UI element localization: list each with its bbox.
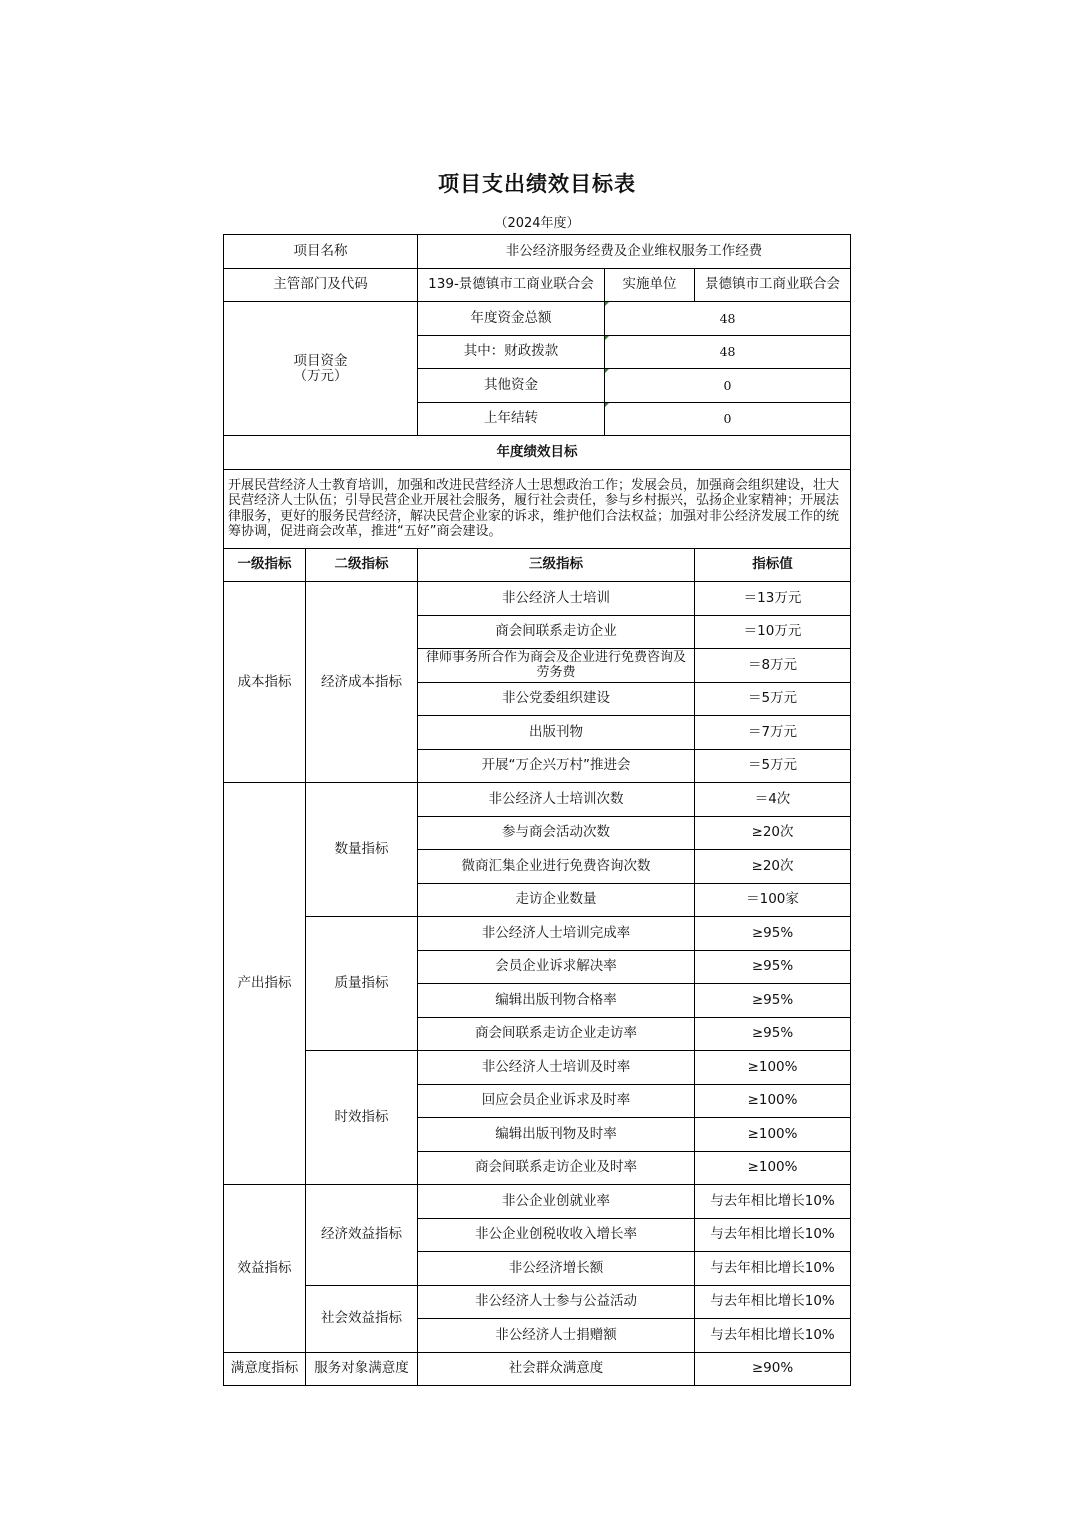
indicator-value: 与去年相比增长10%: [695, 1285, 851, 1319]
indicator-name: 走访企业数量: [418, 883, 695, 917]
indicator-name: 商会间联系走访企业走访率: [418, 1017, 695, 1051]
level2-cell: 社会效益指标: [306, 1285, 418, 1352]
indicator-row: [224, 1051, 851, 1085]
level2-cell: 服务对象满意度: [306, 1352, 418, 1386]
level2-cell: 经济成本指标: [306, 582, 418, 783]
indicator-value: ≥100%: [695, 1151, 851, 1185]
indicator-name: 非公经济人士培训: [418, 582, 695, 616]
indicator-value: ＝4次: [695, 783, 851, 817]
indicator-name: 非公经济增长额: [418, 1252, 695, 1286]
page-title: 项目支出绩效目标表: [438, 171, 636, 196]
fund-item-label: 上年结转: [418, 402, 605, 436]
indicator-row: [224, 1185, 851, 1219]
indicator-row: [224, 582, 851, 616]
indicator-name: 非公经济人士培训完成率: [418, 917, 695, 951]
goal-header: 年度绩效目标: [224, 436, 851, 470]
indicator-value: ＝100家: [695, 883, 851, 917]
fund-item-value: 48: [605, 302, 851, 336]
indicator-name: 律师事务所合作为商会及企业进行免费咨询及劳务费: [418, 649, 695, 683]
indicator-value: ≥95%: [695, 950, 851, 984]
year-subtitle: （2024年度）: [494, 216, 580, 231]
indicator-name: 会员企业诉求解决率: [418, 950, 695, 984]
fund-row: [224, 302, 851, 336]
fund-item-label: 其他资金: [418, 369, 605, 403]
indicator-name: 非公经济人士参与公益活动: [418, 1285, 695, 1319]
indicator-value: ≥20次: [695, 850, 851, 884]
funds-label-cell: [224, 302, 418, 436]
indicator-name: 编辑出版刊物合格率: [418, 984, 695, 1018]
impl-value: 景德镇市工商业联合会: [695, 268, 851, 302]
level1-cell: 成本指标: [224, 582, 306, 783]
indicator-value: 与去年相比增长10%: [695, 1218, 851, 1252]
indicator-value: 与去年相比增长10%: [695, 1319, 851, 1353]
indicator-value: ≥20次: [695, 816, 851, 850]
indicator-name: 回应会员企业诉求及时率: [418, 1084, 695, 1118]
indicator-value: 与去年相比增长10%: [695, 1185, 851, 1219]
indicator-name: 开展“万企兴万村”推进会: [418, 749, 695, 783]
level1-cell: 产出指标: [224, 783, 306, 1185]
performance-table: [223, 234, 851, 1386]
fund-item-label: 其中：财政拨款: [418, 335, 605, 369]
indicator-name: 非公经济人士培训次数: [418, 783, 695, 817]
level1-cell: 满意度指标: [224, 1352, 306, 1386]
indicator-row: [224, 917, 851, 951]
header-level1: 一级指标: [224, 548, 306, 582]
indicator-value: ＝8万元: [695, 649, 851, 683]
indicator-value: ＝5万元: [695, 682, 851, 716]
indicator-name: 编辑出版刊物及时率: [418, 1118, 695, 1152]
fund-item-value: 0: [605, 369, 851, 403]
indicator-name: 参与商会活动次数: [418, 816, 695, 850]
dept-row: [224, 268, 851, 302]
indicator-header-row: [224, 548, 851, 582]
goal-text-row: [224, 469, 851, 548]
indicator-name: 非公企业创就业率: [418, 1185, 695, 1219]
level2-cell: 质量指标: [306, 917, 418, 1051]
dept-value: 139-景德镇市工商业联合会: [418, 268, 605, 302]
indicator-value: ＝13万元: [695, 582, 851, 616]
indicator-name: 商会间联系走访企业及时率: [418, 1151, 695, 1185]
indicator-name: 非公经济人士捐赠额: [418, 1319, 695, 1353]
level2-cell: 经济效益指标: [306, 1185, 418, 1286]
indicator-value: ≥95%: [695, 917, 851, 951]
funds-unit: （万元）: [293, 367, 348, 384]
fund-item-value: 0: [605, 402, 851, 436]
indicator-name: 非公经济人士培训及时率: [418, 1051, 695, 1085]
indicator-name: 社会群众满意度: [418, 1352, 695, 1386]
indicator-value: ≥95%: [695, 984, 851, 1018]
header-level2: 二级指标: [306, 548, 418, 582]
goal-text: 开展民营经济人士教育培训，加强和改进民营经济人士思想政治工作；发展会员，加强商会组织建设，壮大民营经济人士队伍；引导民营企业开展社会服务，履行社会责任，参与乡村振兴，弘扬企业家精神；开展法律服务，更好的服务民营经济，解决民营企业家的诉求，维护他们合法权益；加强对非公经济发展工作的统筹协调，促进商会改革，推进“五好”商会建设。: [224, 469, 851, 548]
impl-label: 实施单位: [605, 268, 695, 302]
indicator-value: ≥100%: [695, 1118, 851, 1152]
indicator-name: 微商汇集企业进行免费咨询次数: [418, 850, 695, 884]
indicator-value: ≥100%: [695, 1051, 851, 1085]
project-name-row: [224, 235, 851, 269]
indicator-row: [224, 783, 851, 817]
indicator-value: ＝10万元: [695, 615, 851, 649]
goal-header-row: [224, 436, 851, 470]
indicator-value: ≥100%: [695, 1084, 851, 1118]
indicator-row: [224, 1285, 851, 1319]
indicator-name: 出版刊物: [418, 716, 695, 750]
level2-cell: 时效指标: [306, 1051, 418, 1185]
indicator-value: ≥95%: [695, 1017, 851, 1051]
indicator-value: 与去年相比增长10%: [695, 1252, 851, 1286]
indicator-value: ＝5万元: [695, 749, 851, 783]
indicator-name: 商会间联系走访企业: [418, 615, 695, 649]
project-name-label: 项目名称: [224, 235, 418, 269]
fund-item-label: 年度资金总额: [418, 302, 605, 336]
indicator-name: 非公企业创税收收入增长率: [418, 1218, 695, 1252]
indicator-value: ≥90%: [695, 1352, 851, 1386]
level1-cell: 效益指标: [224, 1185, 306, 1353]
level2-cell: 数量指标: [306, 783, 418, 917]
indicator-value: ＝7万元: [695, 716, 851, 750]
project-name-value: 非公经济服务经费及企业维权服务工作经费: [418, 235, 851, 269]
header-value: 指标值: [695, 548, 851, 582]
funds-label: 项目资金: [293, 352, 348, 369]
header-level3: 三级指标: [418, 548, 695, 582]
fund-item-value: 48: [605, 335, 851, 369]
dept-label: 主管部门及代码: [224, 268, 418, 302]
indicator-row: [224, 1352, 851, 1386]
indicator-name: 非公党委组织建设: [418, 682, 695, 716]
